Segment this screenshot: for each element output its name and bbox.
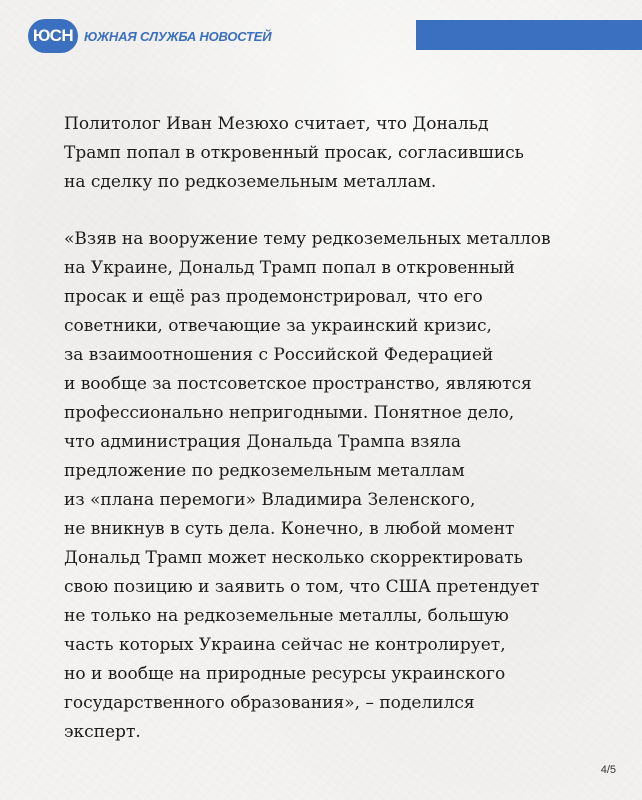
- logo-badge: ЮСН: [28, 19, 78, 53]
- article-body: [64, 110, 614, 747]
- article-quote-paragraph: «Взяв на вооружение тему редкоземельных металлов на Украине, Дональд Трамп попал в откровенный просак и ещё раз продемонстрировал, что его советники, отвечающие за украинский кризис, за взаимоотношения с Российской Федерацией и вообще за постсоветское пространство, являются профессионально непригодными. Понятное дело, что администрация Дональда Трампа взяла предложение по редкоземельным металлам из «плана перемоги» Владимира Зеленского, не вникнув в суть дела. Конечно, в любой момент Дональд Трамп может несколько скорректировать свою позицию и заявить о том, что США претендует не только на редкоземельные металлы, большую часть которых Украина сейчас не контролирует, но и вообще на природные ресурсы украинского государственного образования», – поделился эксперт.: [64, 229, 551, 742]
- brand-name: ЮЖНАЯ СЛУЖБА НОВОСТЕЙ: [84, 28, 272, 44]
- header-accent-bar: [416, 20, 642, 50]
- page-counter: 4/5: [600, 764, 616, 776]
- brand-header: [28, 18, 271, 54]
- article-lead-paragraph: Политолог Иван Мезюхо считает, что Дональд Трамп попал в откровенный просак, согласившись на сделку по редкоземельным металлам.: [64, 114, 524, 192]
